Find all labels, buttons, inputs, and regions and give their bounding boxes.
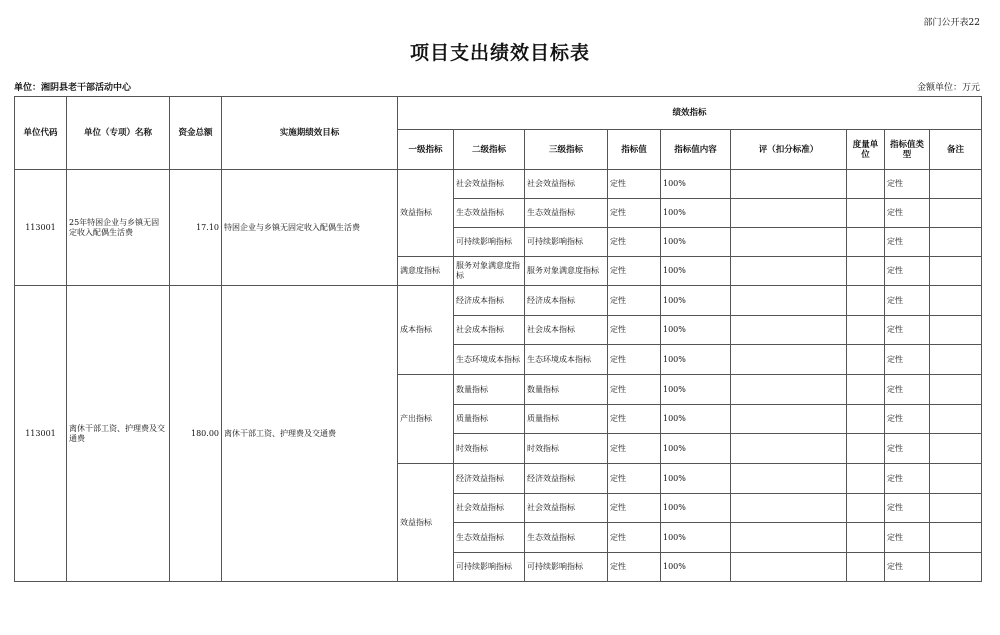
level3-indicator-cell: 可持续影响指标	[525, 553, 608, 582]
value-type-cell: 定性	[885, 523, 930, 553]
level3-indicator-cell: 社会成本指标	[525, 316, 608, 345]
measure-unit-cell	[847, 494, 885, 523]
fund-total-cell: 17.10	[170, 170, 222, 286]
indicator-value-cell: 定性	[608, 523, 661, 553]
unit-label: 单位：湘阴县老干部活动中心	[14, 83, 132, 93]
indicator-content-cell: 100%	[661, 316, 731, 345]
indicator-content-cell: 100%	[661, 170, 731, 199]
indicator-value-cell: 定性	[608, 434, 661, 464]
level2-indicator-cell: 生态效益指标	[454, 199, 525, 228]
table-body	[15, 170, 982, 582]
indicator-content-cell: 100%	[661, 523, 731, 553]
value-type-cell: 定性	[885, 228, 930, 257]
level2-indicator-cell: 可持续影响指标	[454, 228, 525, 257]
evaluation-cell	[731, 345, 847, 375]
level3-indicator-cell: 经济效益指标	[525, 464, 608, 494]
level3-indicator-cell: 生态效益指标	[525, 523, 608, 553]
measure-unit-cell	[847, 170, 885, 199]
level2-indicator-cell: 经济成本指标	[454, 286, 525, 316]
page-title: 项目支出绩效目标表	[409, 42, 590, 64]
indicator-content-cell: 100%	[661, 228, 731, 257]
value-type-cell: 定性	[885, 464, 930, 494]
header-level3: 三级指标	[525, 130, 608, 170]
header-level1: 一级指标	[398, 130, 454, 170]
indicator-content-cell: 100%	[661, 199, 731, 228]
level3-indicator-cell: 可持续影响指标	[525, 228, 608, 257]
note-cell	[930, 553, 982, 582]
note-cell	[930, 434, 982, 464]
measure-unit-cell	[847, 523, 885, 553]
level3-indicator-cell: 时效指标	[525, 434, 608, 464]
indicator-content-cell: 100%	[661, 464, 731, 494]
value-type-cell: 定性	[885, 257, 930, 286]
value-type-cell: 定性	[885, 316, 930, 345]
evaluation-cell	[731, 553, 847, 582]
header-content: 指标值内容	[661, 130, 731, 170]
value-type-cell: 定性	[885, 375, 930, 405]
indicator-content-cell: 100%	[661, 375, 731, 405]
measure-unit-cell	[847, 345, 885, 375]
header-total: 资金总额	[170, 97, 222, 170]
level1-indicator-cell: 效益指标	[398, 464, 454, 582]
indicator-value-cell: 定性	[608, 316, 661, 345]
table-row	[15, 170, 982, 199]
value-type-cell: 定性	[885, 405, 930, 434]
note-cell	[930, 494, 982, 523]
indicator-value-cell: 定性	[608, 494, 661, 523]
header-performance: 绩效指标	[398, 97, 982, 130]
table-row	[15, 286, 982, 316]
level2-indicator-cell: 数量指标	[454, 375, 525, 405]
value-type-cell: 定性	[885, 286, 930, 316]
money-unit-label: 金额单位：万元	[916, 83, 980, 93]
value-type-cell: 定性	[885, 199, 930, 228]
indicator-value-cell: 定性	[608, 170, 661, 199]
performance-table	[14, 96, 982, 582]
project-name-cell: 25年特困企业与乡镇无固定收入配偶生活费	[67, 170, 170, 286]
level2-indicator-cell: 社会效益指标	[454, 494, 525, 523]
header-code: 单位代码	[15, 97, 67, 170]
indicator-content-cell: 100%	[661, 405, 731, 434]
unit-code-cell: 113001	[15, 170, 67, 286]
level1-indicator-cell: 产出指标	[398, 375, 454, 464]
indicator-content-cell: 100%	[661, 345, 731, 375]
fund-total-cell: 180.00	[170, 286, 222, 582]
indicator-content-cell: 100%	[661, 434, 731, 464]
note-cell	[930, 228, 982, 257]
level2-indicator-cell: 质量指标	[454, 405, 525, 434]
measure-unit-cell	[847, 199, 885, 228]
measure-unit-cell	[847, 228, 885, 257]
level1-indicator-cell: 成本指标	[398, 286, 454, 375]
value-type-cell: 定性	[885, 494, 930, 523]
goal-cell: 离休干部工资、护理费及交通费	[222, 286, 398, 582]
header-valtype: 指标值类型	[885, 130, 930, 170]
indicator-value-cell: 定性	[608, 286, 661, 316]
note-cell	[930, 405, 982, 434]
indicator-value-cell: 定性	[608, 375, 661, 405]
level3-indicator-cell: 社会效益指标	[525, 494, 608, 523]
evaluation-cell	[731, 434, 847, 464]
value-type-cell: 定性	[885, 553, 930, 582]
level3-indicator-cell: 生态环境成本指标	[525, 345, 608, 375]
measure-unit-cell	[847, 257, 885, 286]
measure-unit-cell	[847, 464, 885, 494]
header-goal: 实施期绩效目标	[222, 97, 398, 170]
level2-indicator-cell: 社会效益指标	[454, 170, 525, 199]
goal-cell: 特困企业与乡镇无固定收入配偶生活费	[222, 170, 398, 286]
note-cell	[930, 286, 982, 316]
measure-unit-cell	[847, 316, 885, 345]
note-cell	[930, 523, 982, 553]
note-cell	[930, 345, 982, 375]
header-level2: 二级指标	[454, 130, 525, 170]
report-number: 部门公开表22	[923, 18, 980, 28]
unit-code-cell: 113001	[15, 286, 67, 582]
note-cell	[930, 316, 982, 345]
level1-indicator-cell: 效益指标	[398, 170, 454, 257]
evaluation-cell	[731, 199, 847, 228]
note-cell	[930, 375, 982, 405]
header-name: 单位（专项）名称	[67, 97, 170, 170]
level3-indicator-cell: 数量指标	[525, 375, 608, 405]
value-type-cell: 定性	[885, 170, 930, 199]
evaluation-cell	[731, 257, 847, 286]
measure-unit-cell	[847, 286, 885, 316]
level3-indicator-cell: 生态效益指标	[525, 199, 608, 228]
measure-unit-cell	[847, 434, 885, 464]
evaluation-cell	[731, 228, 847, 257]
indicator-value-cell: 定性	[608, 199, 661, 228]
indicator-value-cell: 定性	[608, 257, 661, 286]
evaluation-cell	[731, 170, 847, 199]
note-cell	[930, 464, 982, 494]
level3-indicator-cell: 质量指标	[525, 405, 608, 434]
indicator-value-cell: 定性	[608, 553, 661, 582]
note-cell	[930, 199, 982, 228]
measure-unit-cell	[847, 405, 885, 434]
evaluation-cell	[731, 464, 847, 494]
indicator-value-cell: 定性	[608, 405, 661, 434]
indicator-value-cell: 定性	[608, 228, 661, 257]
header-note: 备注	[930, 130, 982, 170]
evaluation-cell	[731, 375, 847, 405]
note-cell	[930, 170, 982, 199]
project-name-cell: 离休干部工资、护理费及交通费	[67, 286, 170, 582]
value-type-cell: 定性	[885, 345, 930, 375]
indicator-content-cell: 100%	[661, 494, 731, 523]
header-value: 指标值	[608, 130, 661, 170]
indicator-value-cell: 定性	[608, 345, 661, 375]
level2-indicator-cell: 社会成本指标	[454, 316, 525, 345]
value-type-cell: 定性	[885, 434, 930, 464]
indicator-content-cell: 100%	[661, 553, 731, 582]
level2-indicator-cell: 经济效益指标	[454, 464, 525, 494]
level2-indicator-cell: 可持续影响指标	[454, 553, 525, 582]
measure-unit-cell	[847, 553, 885, 582]
level3-indicator-cell: 服务对象满意度指标	[525, 257, 608, 286]
evaluation-cell	[731, 286, 847, 316]
level2-indicator-cell: 生态效益指标	[454, 523, 525, 553]
header-eval: 评（扣分标准）	[731, 130, 847, 170]
evaluation-cell	[731, 405, 847, 434]
evaluation-cell	[731, 523, 847, 553]
note-cell	[930, 257, 982, 286]
indicator-content-cell: 100%	[661, 257, 731, 286]
header-measure: 度量单位	[847, 130, 885, 170]
level3-indicator-cell: 经济成本指标	[525, 286, 608, 316]
level1-indicator-cell: 满意度指标	[398, 257, 454, 286]
level2-indicator-cell: 时效指标	[454, 434, 525, 464]
indicator-content-cell: 100%	[661, 286, 731, 316]
level3-indicator-cell: 社会效益指标	[525, 170, 608, 199]
level2-indicator-cell: 生态环境成本指标	[454, 345, 525, 375]
evaluation-cell	[731, 494, 847, 523]
indicator-value-cell: 定性	[608, 464, 661, 494]
level2-indicator-cell: 服务对象满意度指标	[454, 257, 525, 286]
evaluation-cell	[731, 316, 847, 345]
measure-unit-cell	[847, 375, 885, 405]
